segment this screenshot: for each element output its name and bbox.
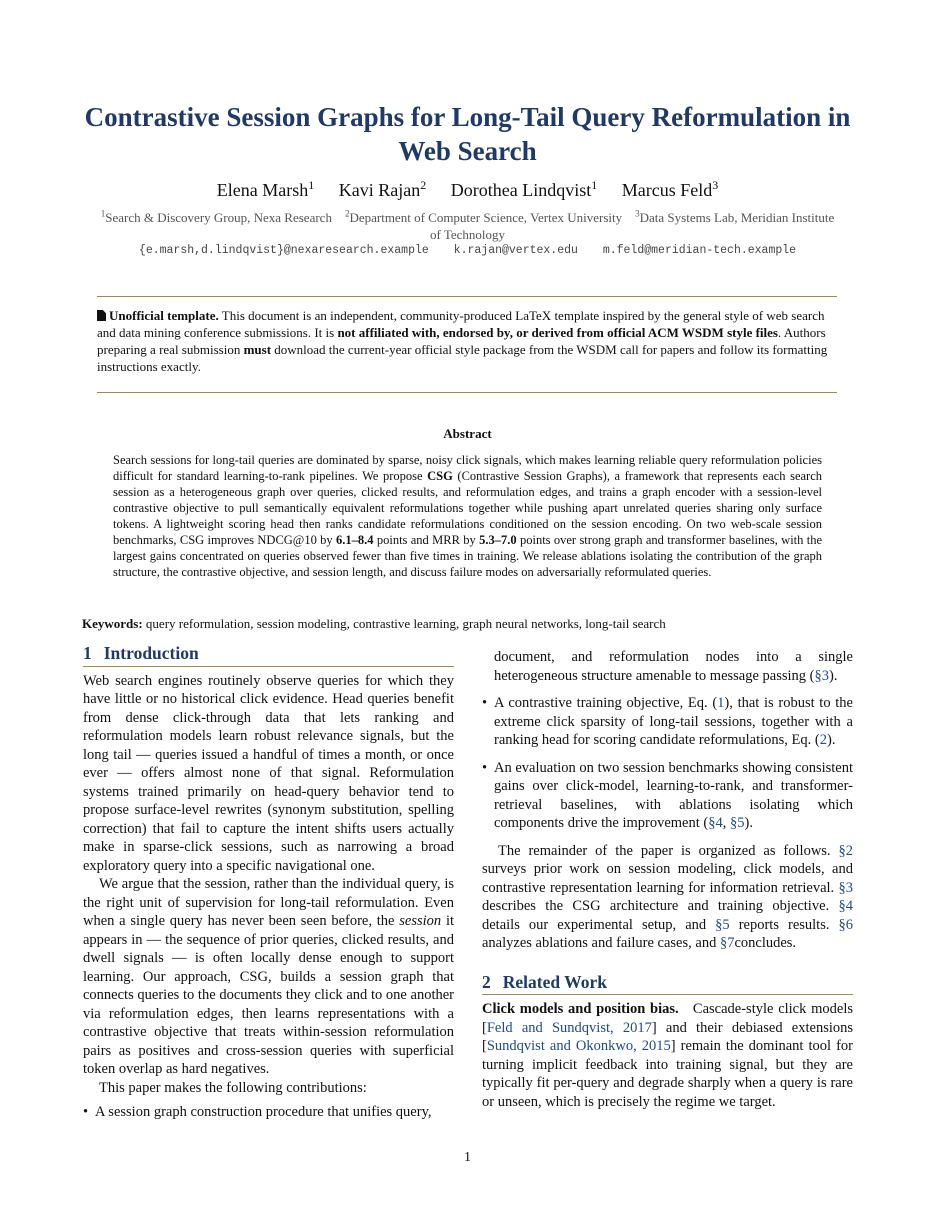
section-link[interactable]: §6 <box>838 916 854 933</box>
section-link[interactable]: §4 <box>708 815 723 831</box>
citation-link[interactable]: Sundqvist and Okonkwo, 2015 <box>486 1038 671 1054</box>
keywords: Keywords: query reformulation, session modeling, contrastive learning, graph neural networks, long-tail search <box>82 616 666 631</box>
template-notice: Unofficial template. This document is an independent, community-produced LaTeX template inspired by the general style of web search and data mining conference submissions. It is not affiliated with, endorsed by, or derived from official ACM WSDM style files. Authors preparing a real submission must download the current-year official style package from the WSDM call for papers and follow its formatting instructions exactly. <box>97 308 828 374</box>
equation-link[interactable]: 2 <box>819 732 827 748</box>
abstract-body: Search sessions for long-tail queries are dominated by sparse, noisy click signals, which makes learning reliable query reformulation policies difficult for standard learning-to-rank pipelines. We propose CSG (Contrastive Session Graphs), a framework that represents each search session as a heterogeneous graph over queries, clicked results, and reformulation edges, and trains a graph encoder with a session-level contrastive objective to pull semantically equivalent reformulations together while pushing apart unrelated queries sharing only surface tokens. A lightweight scoring head then ranks candidate reformulations conditioned on the session encoding. On two web-scale session benchmarks, CSG improves NDCG@10 by 6.1–8.4 points and MRR by 5.3–7.0 points over strong graph and transformer baselines, with the largest gains concentrated on queries observed fewer than five times in training. We release ablations isolating the contribution of the graph structure, the contrastive objective, and session length, and discuss failure modes on adversarially reformulated queries. <box>113 453 823 579</box>
affiliation: $^3$Data Systems Lab, Meridian Institute of Technology <box>429 209 835 243</box>
section-link[interactable]: §3 <box>838 879 853 896</box>
author: Kavi Rajan$^2$ <box>338 178 427 200</box>
email: {e.marsh,d.lindqvist}@nexaresearch.example <box>138 244 429 257</box>
section-link[interactable]: §5 <box>729 815 745 831</box>
bullet-icon: • <box>482 759 488 776</box>
document-icon <box>97 310 106 321</box>
citation-link[interactable]: Feld and Sundqvist, 2017 <box>486 1019 652 1036</box>
intro-paragraph: This paper makes the following contributions: <box>99 1079 367 1096</box>
author-emails <box>0 244 935 257</box>
bullet-icon: • <box>482 695 488 711</box>
email: m.feld@meridian-tech.example <box>602 244 797 257</box>
section-link[interactable]: §5 <box>715 916 730 933</box>
intro-paragraph: We argue that the session, rather than the individual query, is the right unit of supervision for long-tail reformulation. Even when a single query has never been seen before, the session it appears in — the sequence of prior queries, clicked results, and dwell signals — is often locally dense enough to support learning. Our approach, CSG, builds a session graph that connects queries to the documents they click and to one another via reformulation edges, then learns representations with a contrastive objective that treats within-session reformulation pairs as positives and cross-session queries with superficial token overlap as hard negatives. <box>83 876 455 1077</box>
contribution-item: • A session graph construction procedure that unifies query, <box>83 1104 432 1120</box>
section-link[interactable]: §4 <box>838 898 853 914</box>
notice-bottom-rule <box>97 392 837 393</box>
author: Marcus Feld$^3$ <box>621 178 719 200</box>
email: k.rajan@vertex.edu <box>453 244 578 257</box>
affiliation: $^1$Search & Discovery Group, Nexa Research <box>100 209 332 226</box>
section-heading-related-work: 2 Related Work <box>482 973 853 996</box>
section-link[interactable]: §2 <box>838 842 853 859</box>
author: Elena Marsh$^1$ <box>216 178 315 200</box>
contribution-item-continued: document, and reformulation nodes into a single heterogeneous structure amenable to message passing (§3). <box>494 649 853 684</box>
author-list <box>0 178 935 201</box>
equation-link[interactable]: 1 <box>717 695 725 711</box>
contribution-item: • An evaluation on two session benchmarks showing consistent gains over click-model, learning-to-rank, and transformer-retrieval baselines, with ablations isolating which components drive the improvement (§4, §5). <box>482 759 853 831</box>
page-number: 1 <box>464 1150 471 1165</box>
right-column <box>482 648 853 1111</box>
related-paragraph: Click models and position bias. Cascade-style click models [Feld and Sundqvist, 2017] and their debiased extensions [Sundqvist and Okonkwo, 2015] remain the dominant tool for turning implicit feedback into training signal, but they are typically fit per-query and degrade sharply when a query is rare or unseen, which is precisely the regime we target. <box>482 1001 854 1110</box>
left-column <box>83 644 454 1122</box>
intro-paragraph: Web search engines routinely observe queries for which they have little or no historical click evidence. Head queries benefit from dense click-through data that lets ranking and reformulation models learn robust relevance signals, but the long tail — queries issued a handful of times a month, or once ever — offers almost none of that signal. Reformulation systems trained primarily on head-query behavior tend to propose surface-level rewrites (synonym substitution, spelling correction) that fail to capture the intent shifts users actually make in sparse-click sessions, such as narrowing a broad exploratory query into a specific navigational one. <box>83 672 454 874</box>
notice-top-rule <box>97 296 837 297</box>
intro-paragraph: The remainder of the paper is organized as follows. §2 surveys prior work on session modeling, click models, and contrastive representation learning for information retrieval. §3 describes the CSG architecture and training objective. §4 details our experimental setup, and §5 reports results. §6 analyzes ablations and failure cases, and §7concludes. <box>482 842 854 951</box>
bullet-icon: • <box>83 1104 89 1120</box>
author: Dorothea Lindqvist$^1$ <box>450 178 598 200</box>
section-link[interactable]: §3 <box>814 667 830 684</box>
contribution-item: • A contrastive training objective, Eq. (1), that is robust to the extreme click sparsity of long-tail sessions, together with a ranking head for scoring candidate reformulations, Eq. (2). <box>482 695 853 748</box>
affiliation: $^2$Department of Computer Science, Vertex University <box>344 209 623 226</box>
section-link[interactable]: §7 <box>719 935 735 951</box>
abstract-heading: Abstract <box>443 426 492 441</box>
paper-title: Contrastive Session Graphs for Long-Tail Query Reformulation in Web Search <box>84 102 851 166</box>
affiliations <box>95 206 840 243</box>
section-heading-introduction: 1 Introduction <box>83 644 454 667</box>
